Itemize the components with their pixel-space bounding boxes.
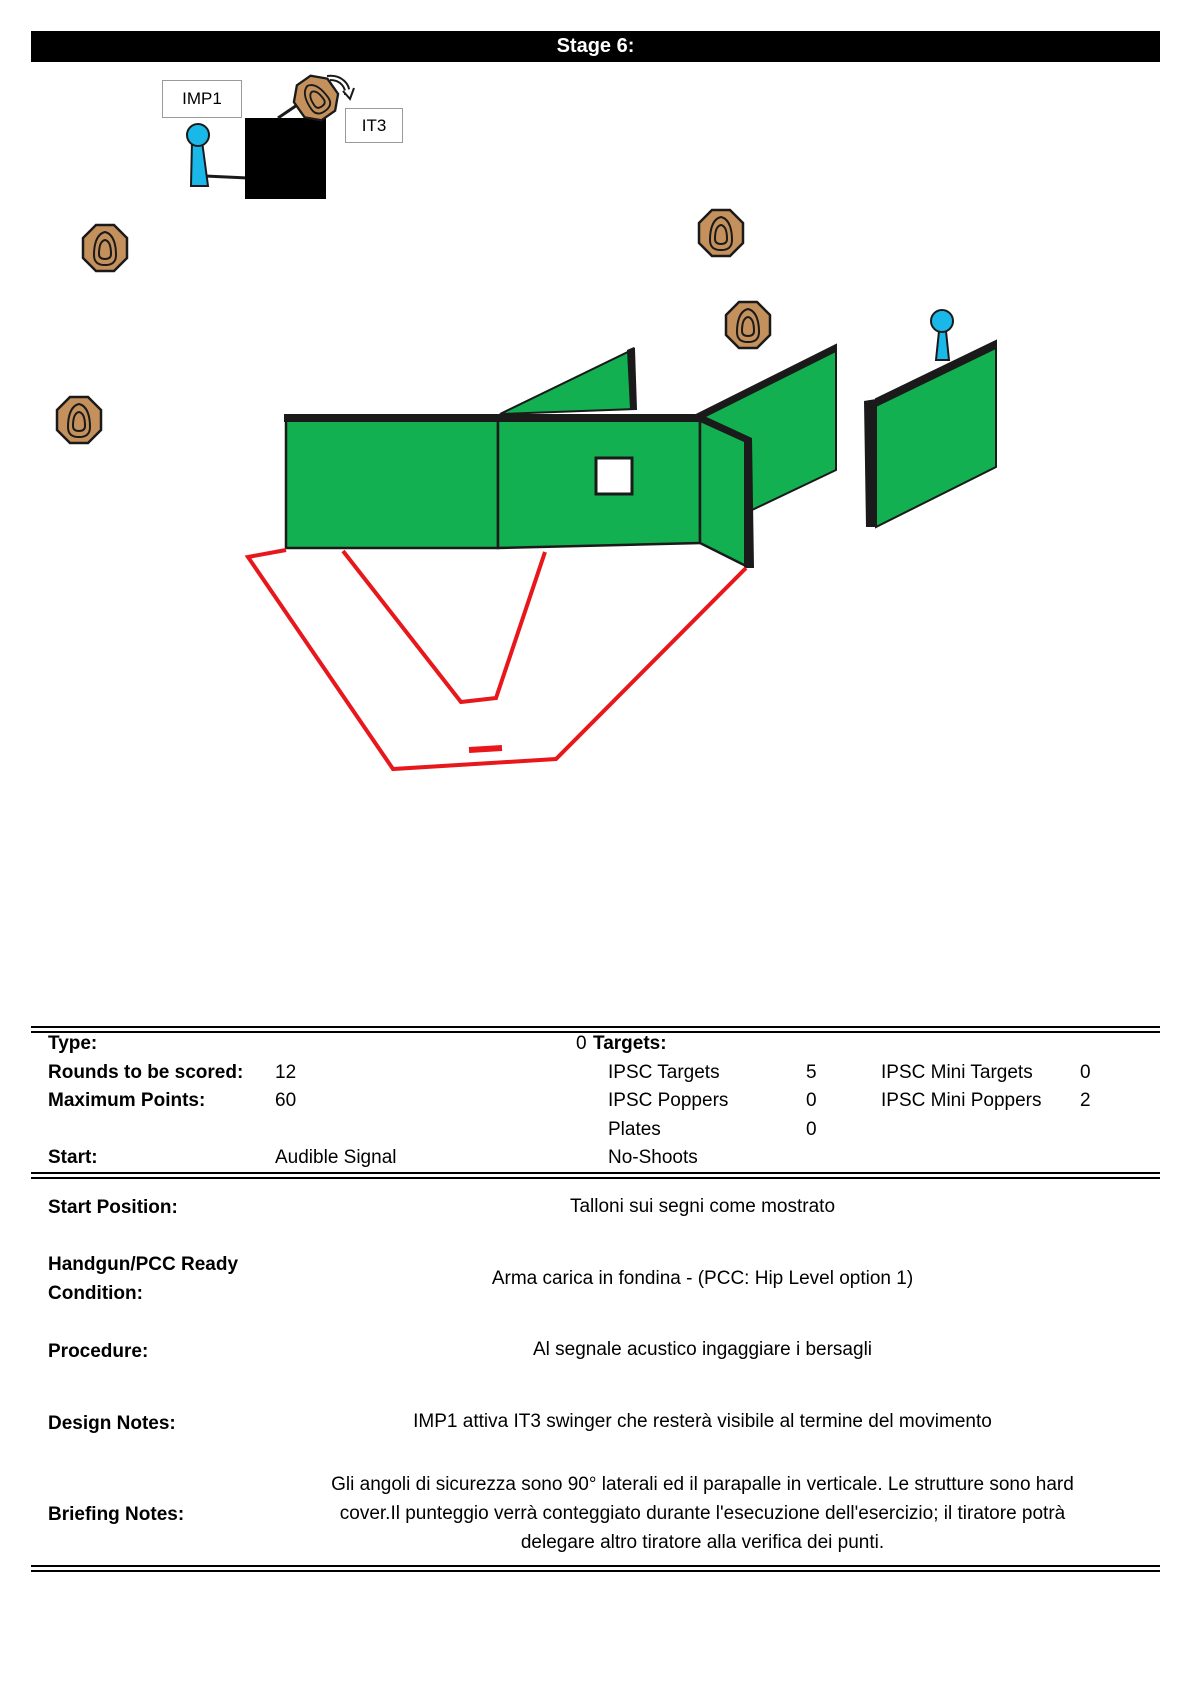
table-bottom-rule-2 — [31, 1570, 1160, 1572]
wall-far-right — [864, 341, 996, 527]
rounds-value: 12 — [275, 1062, 297, 1083]
max-points-value: 60 — [275, 1090, 297, 1111]
plates-value: 0 — [806, 1119, 817, 1140]
table-bottom-rule — [31, 1565, 1160, 1567]
shooting-area-fault-lines — [248, 550, 746, 769]
imp1-label: IMP1 — [162, 80, 242, 118]
ipsc-target — [699, 210, 743, 256]
ipsc-target — [57, 397, 101, 443]
start-position-mark — [469, 748, 502, 750]
table-top-rule — [31, 1026, 1160, 1028]
targets-count: 0 — [576, 1033, 587, 1054]
start-position-label: Start Position: — [48, 1197, 178, 1218]
wall-side-angled — [700, 414, 754, 568]
ipsc-targets-value: 5 — [806, 1062, 817, 1083]
ipsc-target — [726, 302, 770, 348]
briefing-notes-line2: cover.Il punteggio verrà conteggiato durante l'esecuzione dell'esercizio; il tiratore potrà — [339, 1503, 1066, 1524]
ipsc-target — [83, 225, 127, 271]
wall-port-window — [596, 458, 632, 494]
start-label: Start: — [48, 1147, 98, 1168]
design-notes-label: Design Notes: — [48, 1413, 176, 1434]
ready-condition-value: Arma carica in fondina - (PCC: Hip Level option 1) — [491, 1268, 914, 1289]
mini-popper — [931, 310, 953, 360]
it3-label: IT3 — [345, 108, 403, 143]
ipsc-targets-label: IPSC Targets — [608, 1062, 720, 1083]
procedure-value: Al segnale acustico ingaggiare i bersagli — [532, 1339, 873, 1360]
type-label: Type: — [48, 1033, 98, 1054]
table-mid-rule — [31, 1172, 1160, 1174]
briefing-notes-label: Briefing Notes: — [48, 1504, 185, 1525]
ipsc-mini-poppers-label: IPSC Mini Poppers — [881, 1090, 1042, 1111]
rounds-label: Rounds to be scored: — [48, 1062, 244, 1083]
ipsc-mini-targets-label: IPSC Mini Targets — [881, 1062, 1033, 1083]
plates-label: Plates — [608, 1119, 661, 1140]
ipsc-poppers-value: 0 — [806, 1090, 817, 1111]
stage-title: Stage 6: — [31, 31, 1160, 62]
imp1-popper — [187, 124, 209, 186]
table-mid-rule-2 — [31, 1177, 1160, 1179]
briefing-notes-line1: Gli angoli di sicurezza sono 90° laterali ed il parapalle in verticale. Le strutture sono hard — [331, 1474, 1074, 1495]
wall-back-left — [500, 347, 636, 414]
activator-link-line — [205, 176, 248, 188]
stage-diagram — [0, 70, 1191, 1000]
ipsc-mini-targets-value: 0 — [1080, 1062, 1091, 1083]
targets-label: Targets: — [593, 1033, 667, 1054]
wall-front-center — [496, 414, 702, 548]
briefing-notes-line3: delegare altro tiratore alla verifica dei punti. — [520, 1532, 885, 1553]
ready-condition-label-line2: Condition: — [48, 1283, 143, 1304]
design-notes-value: IMP1 attiva IT3 swinger che resterà visibile al termine del movimento — [413, 1411, 992, 1432]
swinger-box — [245, 118, 326, 199]
ready-condition-label-line1: Handgun/PCC Ready — [48, 1254, 239, 1275]
no-shoots-label: No-Shoots — [608, 1147, 698, 1168]
start-position-value: Talloni sui segni come mostrato — [569, 1196, 836, 1217]
ipsc-poppers-label: IPSC Poppers — [608, 1090, 729, 1111]
start-value: Audible Signal — [275, 1147, 397, 1168]
procedure-label: Procedure: — [48, 1341, 149, 1362]
wall-front-left — [284, 414, 500, 548]
max-points-label: Maximum Points: — [48, 1090, 206, 1111]
ipsc-mini-poppers-value: 2 — [1080, 1090, 1091, 1111]
